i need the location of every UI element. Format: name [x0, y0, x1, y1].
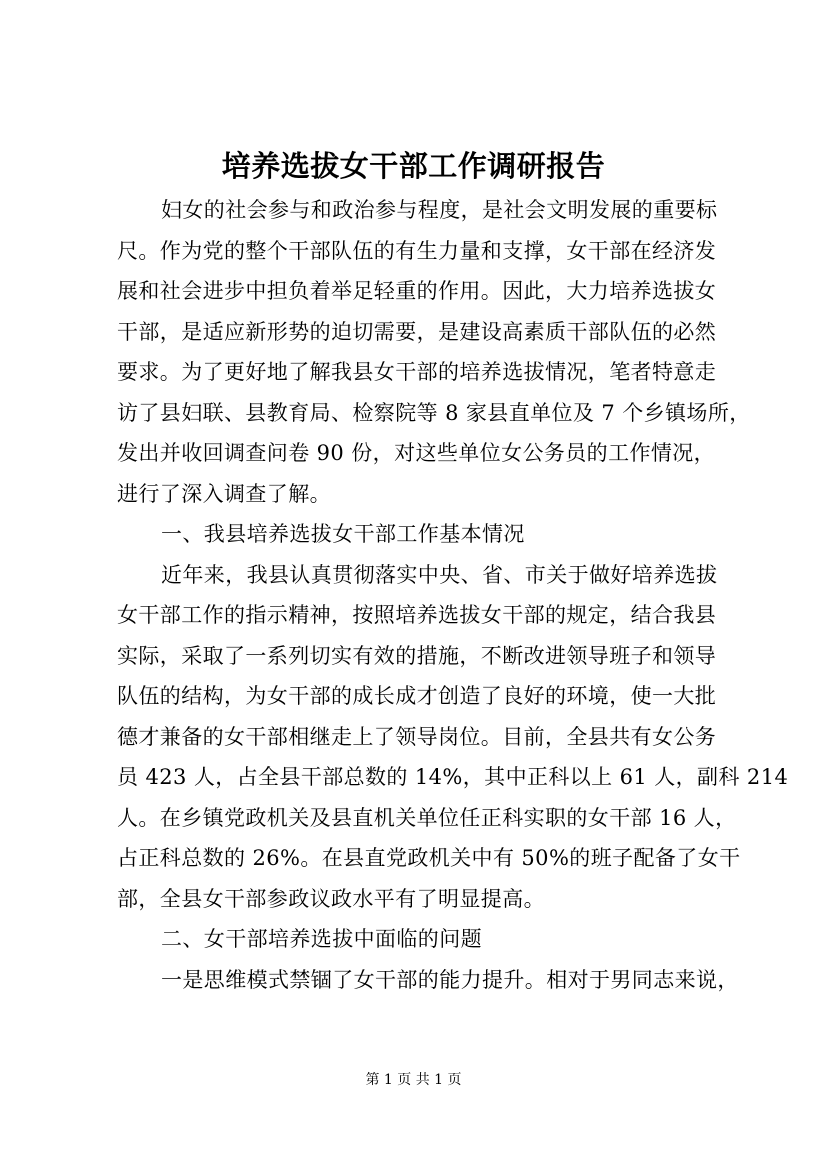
paragraph-line: 近年来，我县认真贯彻落实中央、省、市关于做好培养选拔 — [161, 562, 718, 587]
section-heading: 二、女干部培养选拔中面临的问题 — [161, 927, 482, 951]
paragraph-line: 发出并收回调查问卷 90 份，对这些单位女公务员的工作情况， — [117, 441, 716, 465]
paragraph-line: 展和社会进步中担负着举足轻重的作用。因此，大力培养选拔女 — [117, 279, 717, 303]
paragraph-line: 德才兼备的女干部相继走上了领导岗位。目前，全县共有女公务 — [117, 724, 717, 749]
paragraph-line: 一是思维模式禁锢了女干部的能力提升。相对于男同志来说， — [161, 967, 739, 992]
paragraph-line: 尺。作为党的整个干部队伍的有生力量和支撑，女干部在经济发 — [117, 238, 717, 263]
document-title: 培养选拔女干部工作调研报告 — [221, 149, 606, 183]
document-body — [117, 190, 789, 1000]
paragraph-line: 要求。为了更好地了解我县女干部的培养选拔情况，笔者特意走 — [117, 360, 717, 384]
paragraph-line: 实际，采取了一系列切实有效的措施，不断改进领导班子和领导 — [117, 643, 717, 668]
paragraph-line: 妇女的社会参与和政治参与程度，是社会文明发展的重要标 — [161, 198, 718, 222]
paragraph-line: 人。在乡镇党政机关及县直机关单位任正科实职的女干部 16 人， — [117, 805, 737, 830]
page-number-footer: 第 1 页 共 1 页 — [365, 1072, 462, 1088]
paragraph-line: 访了县妇联、县教育局、检察院等 8 家县直单位及 7 个乡镇场所， — [117, 400, 751, 425]
paragraph-line: 队伍的结构，为女干部的成长成才创造了良好的环境，使一大批 — [117, 684, 717, 708]
paragraph-line: 占正科总数的 26%。在县直党政机关中有 50%的班子配备了女干 — [117, 846, 741, 870]
section-heading: 一、我县培养选拔女干部工作基本情况 — [161, 522, 525, 546]
paragraph-line: 部，全县女干部参政议政水平有了明显提高。 — [117, 886, 545, 911]
paragraph-line: 干部，是适应新形势的迫切需要，是建设高素质干部队伍的必然 — [117, 319, 717, 344]
paragraph-line: 女干部工作的指示精神，按照培养选拔女干部的规定，结合我县 — [117, 603, 717, 627]
paragraph-line: 进行了深入调查了解。 — [117, 481, 331, 506]
paragraph-line: 员 423 人，占全县干部总数的 14%，其中正科以上 61 人，副科 214 — [117, 765, 789, 789]
